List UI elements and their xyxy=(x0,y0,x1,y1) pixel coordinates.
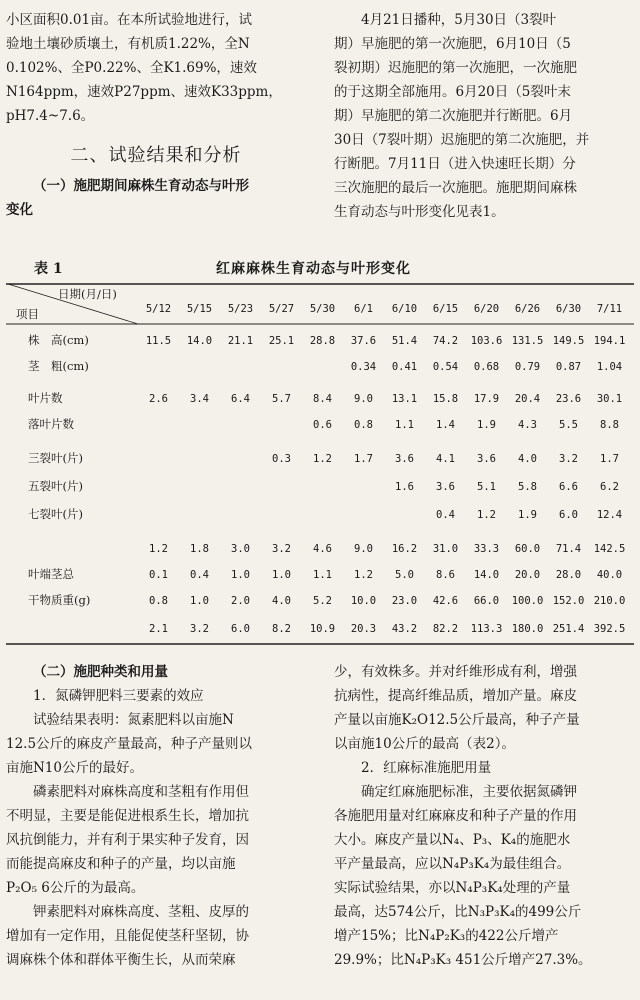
table-cell: 28.0 xyxy=(555,569,582,581)
text-line: 期）早施肥的第二次施肥并行断肥。6月 xyxy=(334,108,573,124)
table-cell: 149.5 xyxy=(552,335,585,347)
table-cell: 1.0 xyxy=(231,569,250,581)
top-left-column xyxy=(6,8,306,222)
table-row-label: 茎 粗(cm) xyxy=(28,359,89,373)
table-cell: 6.2 xyxy=(600,481,619,493)
table-cell: 3.4 xyxy=(190,393,209,405)
table-cell: 9.0 xyxy=(354,393,373,405)
bottom-right-column xyxy=(334,660,632,972)
text-line: 磷素肥料对麻株高度和茎粗有作用但 xyxy=(33,784,249,800)
table-cell: 3.2 xyxy=(272,543,291,555)
text-line: 小区面积0.01亩。在本所试验地进行，试 xyxy=(6,12,253,28)
table-cell: 1.2 xyxy=(354,569,373,581)
sub-subheading: 1．氮磷钾肥料三要素的效应 xyxy=(33,688,204,704)
table-cell: 1.2 xyxy=(477,509,496,521)
text-line: 平产量最高，应以N₄P₃K₄为最佳组合。 xyxy=(334,856,571,872)
table-cell: 82.2 xyxy=(432,623,459,635)
text-line: N164ppm，速效P27ppm、速效K33ppm， xyxy=(6,84,282,100)
sub-subheading: 2．红麻标准施肥用量 xyxy=(361,760,492,776)
table-cell: 13.1 xyxy=(391,393,418,405)
table-row-label: 七裂叶(片) xyxy=(28,507,83,521)
text-line: 产量以亩施K₂O12.5公斤最高，种子产量 xyxy=(334,712,580,728)
table-cell: 251.4 xyxy=(552,623,585,635)
table-date-header: 6/30 xyxy=(555,303,582,315)
table-cell: 1.6 xyxy=(395,481,414,493)
table-date-header: 6/20 xyxy=(473,303,500,315)
table-cell: 15.8 xyxy=(432,393,459,405)
table-cell: 23.0 xyxy=(391,595,418,607)
table-cell: 3.0 xyxy=(231,543,250,555)
table-cell: 43.2 xyxy=(391,623,418,635)
table-cell: 103.6 xyxy=(470,335,503,347)
table-cell: 20.4 xyxy=(514,393,541,405)
table-cell: 21.1 xyxy=(227,335,254,347)
table-cell: 20.3 xyxy=(350,623,377,635)
table-cell: 74.2 xyxy=(432,335,459,347)
text-line: 增加有一定作用，且能促使茎秆坚韧，协 xyxy=(6,928,249,944)
table-cell: 8.4 xyxy=(313,393,332,405)
table-cell: 0.34 xyxy=(350,361,377,373)
table-cell: 14.0 xyxy=(186,335,213,347)
table-cell: 71.4 xyxy=(555,543,582,555)
text-line: 少，有效株多。并对纤维形成有利，增强 xyxy=(334,664,577,680)
table-cell: 2.1 xyxy=(149,623,168,635)
table-row-label: 株 高(cm) xyxy=(28,333,89,347)
table-cell: 37.6 xyxy=(350,335,377,347)
text-line: 各施肥用量对红麻麻皮和种子产量的作用 xyxy=(334,808,577,824)
text-line: 12.5公斤的麻皮产量最高，种子产量则以 xyxy=(6,736,253,752)
table-cell: 30.1 xyxy=(596,393,623,405)
table-date-header: 6/26 xyxy=(514,303,541,315)
table-cell: 28.8 xyxy=(309,335,336,347)
table-date-header: 5/12 xyxy=(145,303,172,315)
table-cell: 3.6 xyxy=(436,481,455,493)
table-cell: 194.1 xyxy=(593,335,626,347)
table-row-label: 干物质重(g) xyxy=(28,593,91,607)
text-line: 大小。麻皮产量以N₄、P₃、K₄的施肥水 xyxy=(334,832,571,848)
table-title: 红麻麻株生育动态与叶形变化 xyxy=(216,261,411,277)
table-cell: 1.8 xyxy=(190,543,209,555)
table-cell: 1.2 xyxy=(313,453,332,465)
text-line: 钾素肥料对麻株高度、茎粗、皮厚的 xyxy=(33,904,249,920)
table-cell: 1.4 xyxy=(436,419,455,431)
text-line: 0.102%、全P0.22%、全K1.69%，速效 xyxy=(6,60,257,76)
text-line: 抗病性，提高纤维品质，增加产量。麻皮 xyxy=(334,688,577,704)
table-cell: 31.0 xyxy=(432,543,459,555)
table-cell: 10.0 xyxy=(350,595,377,607)
table-date-header: 6/10 xyxy=(391,303,418,315)
table-cell: 3.2 xyxy=(190,623,209,635)
text-line: 风抗倒能力，并有利于果实种子发育，因 xyxy=(6,832,249,848)
text-line: 期）早施肥的第一次施肥，6月10日（5 xyxy=(334,36,571,52)
text-line: 三次施肥的最后一次施肥。施肥期间麻株 xyxy=(334,180,577,196)
table-cell: 210.0 xyxy=(593,595,626,607)
text-line: 29.9%；比N₄P₃K₃ 451公斤增产27.3%。 xyxy=(334,952,592,968)
table-cell: 1.04 xyxy=(596,361,623,373)
table-cell: 20.0 xyxy=(514,569,541,581)
table-cell: 10.9 xyxy=(309,623,336,635)
table-date-header: 5/15 xyxy=(186,303,213,315)
table-cell: 6.0 xyxy=(559,509,578,521)
subsection-heading: （二）施肥种类和用量 xyxy=(33,664,168,680)
table-cell: 4.0 xyxy=(518,453,537,465)
text-line: P₂O₅ 6公斤的为最高。 xyxy=(6,880,145,896)
top-right-column xyxy=(334,8,632,224)
table-cell: 0.41 xyxy=(391,361,418,373)
subsection-heading-cont: 变化 xyxy=(6,202,33,218)
table-cell: 0.8 xyxy=(354,419,373,431)
table-cell: 4.6 xyxy=(313,543,332,555)
table-row-label: 五裂叶(片) xyxy=(28,479,83,493)
table-cell: 6.4 xyxy=(231,393,250,405)
table-date-header: 5/27 xyxy=(268,303,295,315)
table-cell: 11.5 xyxy=(145,335,172,347)
table-corner-top: 日期(月/日) xyxy=(58,287,117,301)
table-1 xyxy=(6,252,634,652)
table-cell: 5.0 xyxy=(395,569,414,581)
table-cell: 113.3 xyxy=(470,623,503,635)
table-cell: 4.1 xyxy=(436,453,455,465)
table-row-label: 落叶片数 xyxy=(28,417,74,431)
table-cell: 180.0 xyxy=(511,623,544,635)
table-cell: 23.6 xyxy=(555,393,582,405)
table-cell: 17.9 xyxy=(473,393,500,405)
text-line: 4月21日播种，5月30日（3裂叶 xyxy=(361,12,557,28)
table-date-header: 7/11 xyxy=(596,303,623,315)
table-cell: 0.87 xyxy=(555,361,582,373)
text-line: 验地土壤砂质壤土，有机质1.22%，全N xyxy=(6,36,250,52)
table-cell: 8.6 xyxy=(436,569,455,581)
table-cell: 1.0 xyxy=(190,595,209,607)
table-cell: 6.0 xyxy=(231,623,250,635)
table-cell: 0.54 xyxy=(432,361,459,373)
table-cell: 12.4 xyxy=(596,509,623,521)
table-date-header: 5/23 xyxy=(227,303,254,315)
table-cell: 5.1 xyxy=(477,481,496,493)
table-cell: 0.79 xyxy=(514,361,541,373)
text-line: 裂初期）迟施肥的第一次施肥，一次施肥 xyxy=(334,60,577,76)
table-cell: 0.6 xyxy=(313,419,332,431)
text-line: 确定红麻施肥标准，主要依据氮磷钾 xyxy=(361,784,577,800)
table-corner-bottom: 项目 xyxy=(16,307,39,321)
table-cell: 51.4 xyxy=(391,335,418,347)
text-line: 增产15%；比N₄P₂K₃的422公斤增产 xyxy=(334,928,559,944)
table-date-header: 6/1 xyxy=(354,303,373,315)
table-cell: 131.5 xyxy=(511,335,544,347)
text-line: pH7.4~7.6。 xyxy=(6,108,95,124)
table-cell: 6.6 xyxy=(559,481,578,493)
table-cell: 1.1 xyxy=(313,569,332,581)
table-cell: 0.68 xyxy=(473,361,500,373)
text-line: 生育动态与叶形变化见表1。 xyxy=(334,204,505,220)
text-line: 试验结果表明：氮素肥料以亩施N xyxy=(33,712,234,728)
text-line: 行断肥。7月11日（进入快速旺长期）分 xyxy=(334,156,576,172)
table-cell: 2.0 xyxy=(231,595,250,607)
table-date-header: 5/30 xyxy=(309,303,336,315)
text-line: 实际试验结果，亦以N₄P₃K₄处理的产量 xyxy=(334,880,571,896)
text-line: 以亩施10公斤的最高（表2）。 xyxy=(334,736,516,752)
table-cell: 1.7 xyxy=(354,453,373,465)
table-cell: 0.4 xyxy=(190,569,209,581)
table-cell: 8.2 xyxy=(272,623,291,635)
table-cell: 14.0 xyxy=(473,569,500,581)
table-cell: 100.0 xyxy=(511,595,544,607)
text-line: 的于这期全部施用。6月20日（5裂叶末 xyxy=(334,84,571,100)
text-line: 而能提高麻皮和种子的产量，均以亩施 xyxy=(6,856,236,872)
table-cell: 3.6 xyxy=(477,453,496,465)
table-grid xyxy=(6,252,634,652)
table-cell: 1.7 xyxy=(600,453,619,465)
table-cell: 25.1 xyxy=(268,335,295,347)
text-line: 不明显，主要是能促进根系生长，增加抗 xyxy=(6,808,249,824)
table-row-label: 叶端茎总 xyxy=(28,567,74,581)
table-cell: 8.8 xyxy=(600,419,619,431)
table-row-label: 叶片数 xyxy=(28,391,63,405)
table-cell: 2.6 xyxy=(149,393,168,405)
table-cell: 0.8 xyxy=(149,595,168,607)
table-cell: 142.5 xyxy=(593,543,626,555)
text-line: 调麻株个体和群体平衡生长，从而荣麻 xyxy=(6,952,236,968)
bottom-left-column xyxy=(6,660,308,972)
table-cell: 16.2 xyxy=(391,543,418,555)
table-cell: 0.4 xyxy=(436,509,455,521)
table-cell: 3.2 xyxy=(559,453,578,465)
table-cell: 1.0 xyxy=(272,569,291,581)
table-cell: 152.0 xyxy=(552,595,585,607)
table-date-header: 6/15 xyxy=(432,303,459,315)
subsection-heading: （一）施肥期间麻株生育动态与叶形 xyxy=(33,178,249,194)
text-line: 30日（7裂叶期）迟施肥的第二次施肥，并 xyxy=(334,132,590,148)
table-cell: 1.1 xyxy=(395,419,414,431)
text-line: 最高，达574公斤，比N₃P₃K₄的499公斤 xyxy=(334,904,582,920)
table-cell: 42.6 xyxy=(432,595,459,607)
table-row-label: 三裂叶(片) xyxy=(28,451,83,465)
table-cell: 3.6 xyxy=(395,453,414,465)
table-cell: 5.2 xyxy=(313,595,332,607)
table-cell: 5.8 xyxy=(518,481,537,493)
table-cell: 40.0 xyxy=(596,569,623,581)
section-heading: 二、试验结果和分析 xyxy=(70,145,242,166)
table-cell: 5.7 xyxy=(272,393,291,405)
table-cell: 4.0 xyxy=(272,595,291,607)
table-cell: 60.0 xyxy=(514,543,541,555)
table-cell: 0.3 xyxy=(272,453,291,465)
table-cell: 1.2 xyxy=(149,543,168,555)
table-cell: 392.5 xyxy=(593,623,626,635)
text-line: 亩施N10公斤的最好。 xyxy=(6,760,143,776)
table-cell: 1.9 xyxy=(518,509,537,521)
table-cell: 33.3 xyxy=(473,543,500,555)
table-label: 表 1 xyxy=(34,261,63,277)
table-cell: 9.0 xyxy=(354,543,373,555)
table-cell: 1.9 xyxy=(477,419,496,431)
table-cell: 66.0 xyxy=(473,595,500,607)
table-cell: 0.1 xyxy=(149,569,168,581)
table-cell: 4.3 xyxy=(518,419,537,431)
table-cell: 5.5 xyxy=(559,419,578,431)
